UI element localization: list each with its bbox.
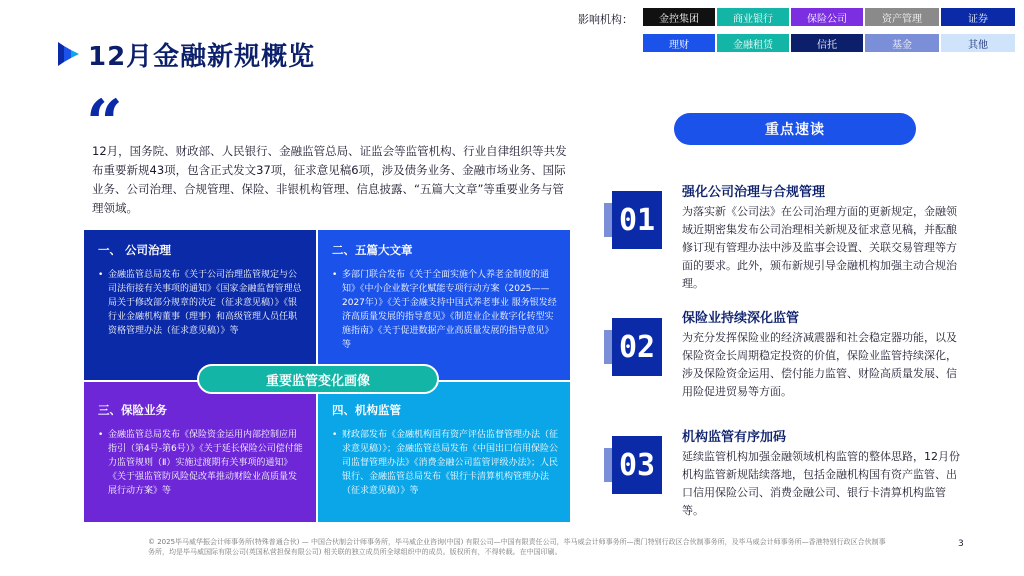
focus-heading-pill: 重点速读 bbox=[674, 113, 916, 145]
quadrant-corporate-governance bbox=[84, 230, 316, 380]
quadrant-bullet bbox=[330, 428, 558, 498]
bullet-dot-icon: • bbox=[98, 430, 104, 440]
point-title: 保险业持续深化监管 bbox=[682, 311, 800, 326]
center-label-pill: 重要监管变化画像 bbox=[197, 364, 439, 394]
quadrant-bullet-text: 金融监管总局发布《保险资金运用内部控制应用指引（第4号-第6号）》《关于延长保险公司偿付能力监管规则（Ⅱ）实施过渡期有关事项的通知》《关于强监管防风险促改革推动财险业高质量发展行动方案》等 bbox=[108, 430, 303, 496]
tag-securities: 证券 bbox=[940, 7, 1016, 27]
quadrant-title: 四、机构监管 bbox=[332, 403, 401, 417]
quadrant-institution-supervision bbox=[318, 382, 570, 522]
quadrant-five-articles bbox=[318, 230, 570, 380]
page-number: 3 bbox=[958, 539, 964, 549]
point-number: 03 bbox=[612, 436, 662, 494]
point-body: 为落实新《公司法》在公司治理方面的更新规定，金融领域近期密集发布公司治理相关新规及征求意见稿，并酝酿修订现有管理办法中涉及监事会设置、关联交易管理等方面的要求。此外，颁布新规引导金融机构加强主动合规治理。 bbox=[682, 205, 957, 290]
quadrant-bullet bbox=[96, 268, 304, 338]
tag-trust: 信托 bbox=[790, 33, 864, 53]
number-accent-bar bbox=[604, 330, 612, 364]
tag-fund: 基金 bbox=[864, 33, 940, 53]
footer-copyright: © 2025毕马威华振会计师事务所(特殊普通合伙) — 中国合伙制会计师事务所，毕马威企业咨询(中国) 有限公司—中国有限责任公司，毕马威会计师事务所—澳门特别行政区合伙制事务所，及毕马威会计师事务所—香港特别行政区合伙制事务所，均是毕马威国际有限公司(英国私营担保有限公司) 相关联的独立成员所全球组织中的成员。版权所有，不得转载。在中国印刷。 bbox=[148, 538, 886, 556]
bullet-dot-icon: • bbox=[332, 430, 338, 440]
tag-leasing: 金融租赁 bbox=[716, 33, 790, 53]
play-arrow-logo-icon bbox=[58, 42, 80, 66]
number-accent-bar bbox=[604, 448, 612, 482]
quadrant-bullet bbox=[330, 268, 558, 352]
tag-insurance: 保险公司 bbox=[790, 7, 864, 27]
point-title: 强化公司治理与合规管理 bbox=[682, 185, 826, 200]
tag-commercial-bank: 商业银行 bbox=[716, 7, 790, 27]
quadrant-title: 二、五篇大文章 bbox=[332, 243, 413, 257]
quadrant-title: 三、保险业务 bbox=[98, 403, 167, 417]
tag-other: 其他 bbox=[940, 33, 1016, 53]
impact-label: 影响机构： bbox=[578, 13, 633, 26]
point-title: 机构监管有序加码 bbox=[682, 430, 787, 445]
bullet-dot-icon: • bbox=[332, 270, 338, 280]
number-accent-bar bbox=[604, 203, 612, 237]
quadrant-bullet bbox=[96, 428, 304, 498]
quadrant-bullet-text: 多部门联合发布《关于全面实施个人养老金制度的通知》《中小企业数字化赋能专项行动方案（2025——2027年）》《关于金融支持中国式养老事业 服务银发经济高质量发展的指导意见》《制造业企业数字化转型实施指南》《关于促进数据产业高质量发展的指导意见》等 bbox=[342, 270, 557, 350]
quote-mark-icon: “ bbox=[86, 86, 123, 161]
bullet-dot-icon: • bbox=[98, 270, 104, 280]
tag-wealth: 理财 bbox=[642, 33, 716, 53]
quadrant-insurance bbox=[84, 382, 316, 522]
quadrant-title: 一、 公司治理 bbox=[98, 243, 172, 257]
point-number: 01 bbox=[612, 191, 662, 249]
quadrant-bullet-text: 金融监管总局发布《关于公司治理监管规定与公司法衔接有关事项的通知》《国家金融监督管理总局关于修改部分规章的决定（征求意见稿）》《银行业金融机构董事（理事）和高级管理人员任职资格管理办法（征求意见稿）》等 bbox=[108, 270, 302, 336]
point-number: 02 bbox=[612, 318, 662, 376]
quadrant-bullet-text: 财政部发布《金融机构国有资产评估监督管理办法（征求意见稿）》；金融监管总局发布《中国出口信用保险公司监督管理办法》《消费金融公司监管评级办法》；人民银行、金融监管总局发布《银行卡清算机构管理办法（征求意见稿）》等 bbox=[342, 430, 559, 496]
point-body: 延续监管机构加强金融领域机构监管的整体思路，12月份机构监管新规陆续落地，包括金融机构国有资产监管、出口信用保险公司、消费金融公司、银行卡清算机构监管等。 bbox=[682, 450, 960, 517]
intro-paragraph: 12月，国务院、财政部、人民银行、金融监管总局、证监会等监管机构、行业自律组织等共发布重要新规43项，包含正式发文37项，征求意见稿6项，涉及债务业务、金融市场业务、国际业务、公司治理、合规管理、保险、非银机构管理、信息披露、“五篇大文章”等重要业务与管理领域。 bbox=[92, 144, 567, 215]
page-title: 12月金融新规概览 bbox=[88, 42, 316, 72]
tag-asset-mgmt: 资产管理 bbox=[864, 7, 940, 27]
point-body: 为充分发挥保险业的经济减震器和社会稳定器功能，以及保险资金长周期稳定投资的价值，保险业监管持续深化，涉及保险资金运用、偿付能力监管、财险高质量发展、信用险促进贸易等方面。 bbox=[682, 331, 957, 398]
tag-holding: 金控集团 bbox=[642, 7, 716, 27]
